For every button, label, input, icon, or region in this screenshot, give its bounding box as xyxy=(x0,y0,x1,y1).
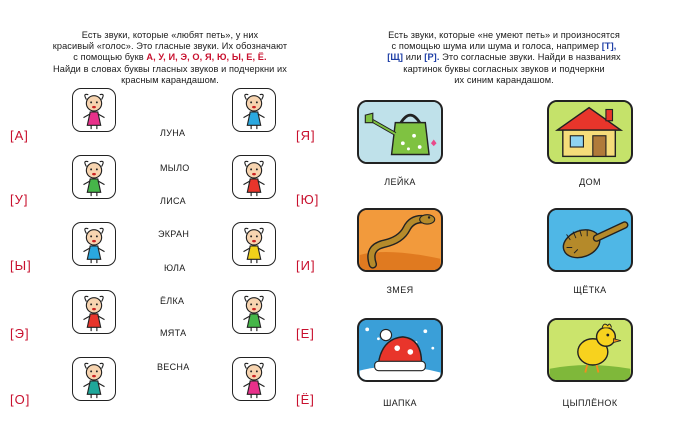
girl-green-dress-icon xyxy=(72,155,116,199)
consonant-letters: [Т], xyxy=(601,41,617,52)
intro-text: с помощью шума или шума и голоса, например xyxy=(391,41,600,52)
word-item: ЁЛКА xyxy=(160,296,185,306)
picture-label: ЩЁТКА xyxy=(573,285,607,295)
word-item: ЮЛА xyxy=(164,263,186,273)
girl-red-dress-icon xyxy=(232,155,276,199)
consonant-letters: [Р]. xyxy=(424,52,440,63)
hat-icon xyxy=(357,318,443,382)
girl-blue-dress-icon xyxy=(232,88,276,132)
word-item: МЯТА xyxy=(160,328,187,338)
picture-label: ШАПКА xyxy=(383,398,417,408)
vowels-intro-text xyxy=(20,30,320,86)
sound-label: [А] xyxy=(10,128,29,143)
sound-label: [О] xyxy=(10,392,31,407)
intro-line: Есть звуки, которые «любят петь», у них xyxy=(81,30,259,40)
intro-line xyxy=(349,41,659,52)
intro-text: Это согласные звуки. Найди в названиях xyxy=(442,52,621,63)
intro-line xyxy=(20,52,320,63)
sound-label: [Э] xyxy=(10,326,30,341)
chick-icon xyxy=(547,318,633,382)
sound-label: [И] xyxy=(296,258,316,273)
picture-label: ДОМ xyxy=(579,177,601,187)
intro-line: красивый «голос». Это гласные звуки. Их обозначают xyxy=(52,41,288,52)
sound-label: [Я] xyxy=(296,128,316,143)
girl-red-dress-icon xyxy=(72,290,116,334)
snake-icon xyxy=(357,208,443,272)
intro-line: Есть звуки, которые «не умеют петь» и произносятся xyxy=(388,30,620,40)
intro-line xyxy=(349,52,659,63)
sound-label: [Ё] xyxy=(296,392,315,407)
picture-label: ЦЫПЛЁНОК xyxy=(562,398,618,408)
girl-pink-dress-icon xyxy=(72,88,116,132)
intro-text: с помощью букв xyxy=(73,52,144,63)
consonants-intro-text xyxy=(349,30,659,86)
picture-label: ЗМЕЯ xyxy=(386,285,414,295)
girl-green-dress-icon xyxy=(232,290,276,334)
word-item: ЭКРАН xyxy=(158,229,190,239)
word-item: ЛУНА xyxy=(160,128,186,138)
intro-line: картинок буквы согласных звуков и подчеркни xyxy=(403,63,605,74)
consonant-letters: [Щ] xyxy=(387,52,404,63)
girl-pink-dress-icon xyxy=(232,357,276,401)
house-icon xyxy=(547,100,633,164)
sound-label: [Ы] xyxy=(10,258,32,273)
vowel-letters: А, У, И, Э, О, Я, Ю, Ы, Е, Ё. xyxy=(146,52,267,63)
sound-label: [Ю] xyxy=(296,192,320,207)
girl-teal-dress-icon xyxy=(72,357,116,401)
word-item: ВЕСНА xyxy=(157,362,190,372)
word-item: ЛИСА xyxy=(160,196,186,206)
girl-yellow-dress-icon xyxy=(232,222,276,266)
sound-label: [Е] xyxy=(296,326,315,341)
intro-text: или xyxy=(405,52,422,63)
girl-blue-dress-icon xyxy=(72,222,116,266)
word-item: МЫЛО xyxy=(160,163,190,173)
right-page xyxy=(337,0,674,447)
sound-label: [У] xyxy=(10,192,29,207)
picture-label: ЛЕЙКА xyxy=(384,177,416,187)
intro-line: их синим карандашом. xyxy=(454,74,554,85)
brush-icon xyxy=(547,208,633,272)
intro-line: красным карандашом. xyxy=(121,74,219,85)
watering-can-icon xyxy=(357,100,443,164)
intro-line: Найди в словах буквы гласных звуков и подчеркни их xyxy=(53,63,287,74)
